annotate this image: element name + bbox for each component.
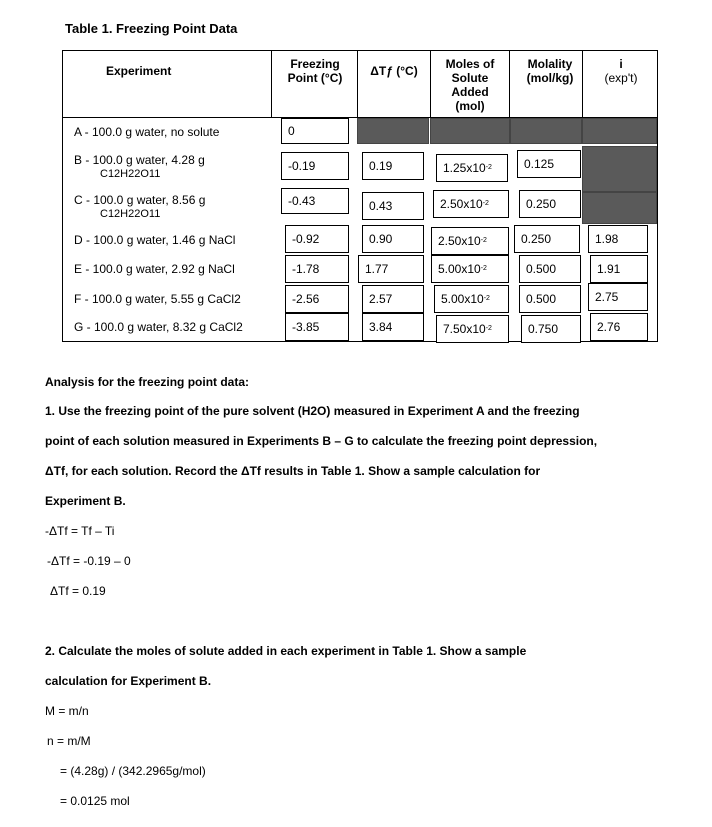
cell-moles-d: 2.50x10 -2 xyxy=(431,227,509,255)
cell-molality-g: 0.750 xyxy=(521,315,581,343)
q1-line1: 1. Use the freezing point of the pure solvent (H2O) measured in Experiment A and the freezing xyxy=(45,404,580,418)
cell-dtf-g: 3.84 xyxy=(362,313,424,341)
cell-blank xyxy=(357,118,429,144)
cell-fp-g: -3.85 xyxy=(285,313,349,341)
row-label-c: C - 100.0 g water, 8.56 g C12H22O11 xyxy=(74,193,206,220)
analysis-heading: Analysis for the freezing point data: xyxy=(45,375,250,389)
q1-line2: point of each solution measured in Experiments B – G to calculate the freezing point depression, xyxy=(45,434,598,448)
q1-line4: Experiment B. xyxy=(45,494,126,508)
header-moles-line3: Added xyxy=(451,85,489,99)
cell-blank xyxy=(510,118,582,144)
cell-blank xyxy=(582,118,657,144)
header-moles-line2: Solute xyxy=(451,71,489,85)
cell-i-f: 2.75 xyxy=(588,283,648,311)
header-i xyxy=(588,57,654,85)
q1-line3: ΔTf, for each solution. Record the ΔTf results in Table 1. Show a sample calculation for xyxy=(45,464,541,478)
header-freezing-point-line1: Freezing xyxy=(290,57,340,71)
header-molality-line2: (mol/kg) xyxy=(526,71,574,85)
table-title: Table 1. Freezing Point Data xyxy=(65,21,238,36)
cell-molality-f: 0.500 xyxy=(519,285,581,313)
q1-calc1: -ΔTf = Tf – Ti xyxy=(45,524,115,538)
header-i-line2: (exp't) xyxy=(604,71,638,85)
cell-fp-b: -0.19 xyxy=(281,152,349,180)
row-label-g: G - 100.0 g water, 8.32 g CaCl2 xyxy=(74,320,243,334)
row-label-e: E - 100.0 g water, 2.92 g NaCl xyxy=(74,262,235,276)
q1-calc3: ΔTf = 0.19 xyxy=(50,584,106,598)
q2-calc1: M = m/n xyxy=(45,704,89,718)
row-label-a: A - 100.0 g water, no solute xyxy=(74,125,220,139)
cell-fp-f: -2.56 xyxy=(285,285,349,313)
header-experiment: Experiment xyxy=(106,64,172,78)
q2-calc4: = 0.0125 mol xyxy=(60,794,130,808)
header-divider xyxy=(509,50,510,118)
row-label-d: D - 100.0 g water, 1.46 g NaCl xyxy=(74,233,236,247)
header-freezing-point-line2: Point (°C) xyxy=(287,71,343,85)
cell-dtf-e: 1.77 xyxy=(358,255,424,283)
header-moles-line1: Moles of xyxy=(445,57,495,71)
header-divider xyxy=(271,50,272,118)
cell-fp-c: -0.43 xyxy=(281,188,349,214)
cell-fp-d: -0.92 xyxy=(285,225,349,253)
q2-line1: 2. Calculate the moles of solute added in each experiment in Table 1. Show a sample xyxy=(45,644,527,658)
header-freezing-point xyxy=(275,57,355,85)
header-i-line1: i xyxy=(619,57,623,71)
header-molality xyxy=(515,57,585,85)
cell-molality-e: 0.500 xyxy=(519,255,581,283)
cell-molality-b: 0.125 xyxy=(517,150,581,178)
cell-dtf-d: 0.90 xyxy=(362,225,424,253)
cell-blank xyxy=(582,192,657,224)
cell-dtf-b: 0.19 xyxy=(362,152,424,180)
header-moles xyxy=(437,57,503,113)
cell-fp-a: 0 xyxy=(281,118,349,144)
q1-calc2: -ΔTf = -0.19 – 0 xyxy=(47,554,131,568)
cell-dtf-c: 0.43 xyxy=(362,192,424,220)
cell-molality-d: 0.250 xyxy=(514,225,580,253)
header-moles-line4: (mol) xyxy=(455,99,485,113)
row-label-b: B - 100.0 g water, 4.28 g C12H22O11 xyxy=(74,153,205,180)
cell-moles-g: 7.50x10 -2 xyxy=(436,315,509,343)
row-label-f: F - 100.0 g water, 5.55 g CaCl2 xyxy=(74,292,241,306)
cell-dtf-f: 2.57 xyxy=(362,285,424,313)
cell-molality-c: 0.250 xyxy=(519,190,581,218)
q2-calc3: = (4.28g) / (342.2965g/mol) xyxy=(60,764,206,778)
cell-i-g: 2.76 xyxy=(590,313,648,341)
cell-moles-c: 2.50x10 -2 xyxy=(433,190,509,218)
cell-moles-b: 1.25x10 -2 xyxy=(436,154,508,182)
cell-moles-f: 5.00x10 -2 xyxy=(434,285,509,313)
cell-i-d: 1.98 xyxy=(588,225,648,253)
header-divider xyxy=(430,50,431,118)
cell-moles-e: 5.00x10 -2 xyxy=(431,255,509,283)
q2-calc2: n = m/M xyxy=(47,734,91,748)
cell-blank xyxy=(582,146,657,192)
cell-fp-e: -1.78 xyxy=(285,255,349,283)
cell-blank xyxy=(430,118,510,144)
header-divider xyxy=(357,50,358,118)
header-delta-tf: ΔTƒ (°C) xyxy=(370,64,418,78)
cell-i-e: 1.91 xyxy=(590,255,648,283)
q2-line2: calculation for Experiment B. xyxy=(45,674,212,688)
header-molality-line1: Molality xyxy=(527,57,573,71)
